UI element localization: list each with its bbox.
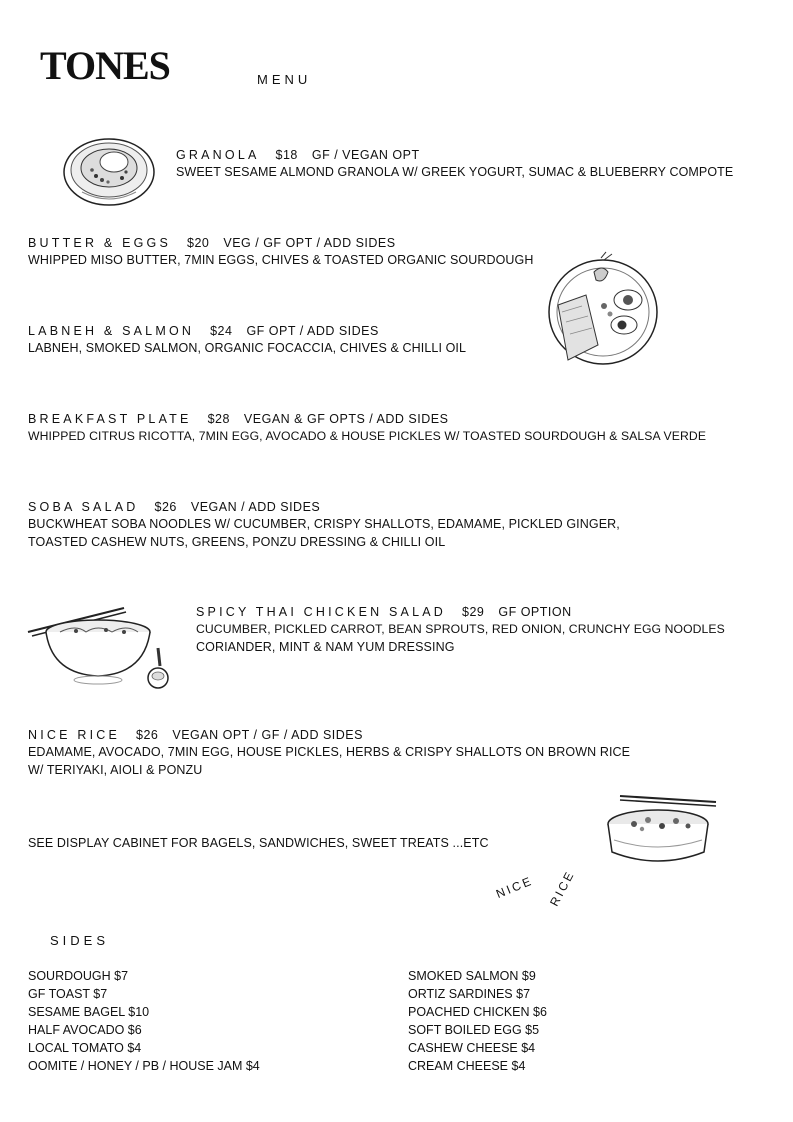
item-tags: GF / VEGAN OPT	[311, 148, 420, 162]
menu-item	[28, 728, 630, 779]
item-header	[28, 324, 466, 339]
item-description: CORIANDER, MINT & NAM YUM DRESSING	[196, 640, 455, 654]
item-header	[196, 605, 725, 620]
menu-item	[28, 324, 466, 357]
menu-item	[28, 500, 620, 551]
item-name: LABNEH & SALMON	[28, 324, 195, 338]
item-price: $24	[210, 324, 233, 338]
rice-bowl-icon	[604, 790, 720, 866]
breakfast-plate-icon	[546, 250, 660, 370]
item-name: BREAKFAST PLATE	[28, 412, 192, 426]
item-description: WHIPPED CITRUS RICOTTA, 7MIN EGG, AVOCADO & HOUSE PICKLES W/ TOASTED SOURDOUGH & SALSA VERDE	[28, 429, 707, 443]
item-description: BUCKWHEAT SOBA NOODLES W/ CUCUMBER, CRISPY SHALLOTS, EDAMAME, PICKLED GINGER,	[28, 517, 620, 531]
side-item: POACHED CHICKEN $6	[408, 1005, 547, 1019]
menu-item	[196, 605, 725, 656]
item-description: W/ TERIYAKI, AIOLI & PONZU	[28, 763, 203, 777]
side-item: SOFT BOILED EGG $5	[408, 1023, 540, 1037]
side-item: CASHEW CHEESE $4	[408, 1041, 536, 1055]
side-item: GF TOAST $7	[28, 987, 108, 1001]
side-item: HALF AVOCADO $6	[28, 1023, 142, 1037]
item-description: EDAMAME, AVOCADO, 7MIN EGG, HOUSE PICKLES, HERBS & CRISPY SHALLOTS ON BROWN RICE	[28, 745, 631, 759]
item-tags: VEGAN OPT / GF / ADD SIDES	[172, 728, 363, 742]
side-item: CREAM CHEESE $4	[408, 1059, 526, 1073]
item-name: NICE RICE	[28, 728, 121, 742]
item-price: $28	[207, 412, 230, 426]
menu-item	[28, 236, 534, 269]
menu-item	[176, 148, 733, 181]
item-header	[176, 148, 733, 163]
side-item: SESAME BAGEL $10	[28, 1005, 150, 1019]
item-name: SOBA SALAD	[28, 500, 139, 514]
item-description: LABNEH, SMOKED SALMON, ORGANIC FOCACCIA, CHIVES & CHILLI OIL	[28, 341, 467, 355]
item-tags: VEG / GF OPT / ADD SIDES	[223, 236, 396, 250]
sides-title: SIDES	[50, 933, 110, 948]
noodle-bowl-icon	[26, 604, 176, 696]
sides-left-column	[28, 967, 260, 1075]
item-header	[28, 500, 620, 515]
side-item: SMOKED SALMON $9	[408, 969, 536, 983]
item-price: $20	[187, 236, 210, 250]
item-tags: GF OPTION	[498, 605, 572, 619]
item-description: TOASTED CASHEW NUTS, GREENS, PONZU DRESSING & CHILLI OIL	[28, 535, 446, 549]
item-header	[28, 236, 534, 251]
brand-logo: TONES	[40, 43, 170, 88]
menu-label: MENU	[257, 72, 312, 87]
item-tags: GF OPT / ADD SIDES	[246, 324, 379, 338]
item-header	[28, 412, 706, 427]
side-item: ORTIZ SARDINES $7	[408, 987, 531, 1001]
side-item: OOMITE / HONEY / PB / HOUSE JAM $4	[28, 1059, 260, 1073]
side-item: SOURDOUGH $7	[28, 969, 129, 983]
item-price: $18	[275, 148, 298, 162]
item-description: SWEET SESAME ALMOND GRANOLA W/ GREEK YOGURT, SUMAC & BLUEBERRY COMPOTE	[176, 165, 734, 179]
nice-rice-stamp-word-2: RICE	[547, 867, 578, 909]
item-description: WHIPPED MISO BUTTER, 7MIN EGGS, CHIVES & TOASTED ORGANIC SOURDOUGH	[28, 253, 534, 267]
menu-item	[28, 412, 706, 445]
granola-bowl-icon	[62, 132, 158, 212]
item-description: CUCUMBER, PICKLED CARROT, BEAN SPROUTS, RED ONION, CRUNCHY EGG NOODLES	[196, 622, 725, 636]
item-header	[28, 728, 630, 743]
item-tags: VEGAN / ADD SIDES	[190, 500, 321, 514]
item-price: $29	[462, 605, 485, 619]
item-price: $26	[154, 500, 177, 514]
nice-rice-stamp-word-1: NICE	[494, 873, 536, 901]
cabinet-note: SEE DISPLAY CABINET FOR BAGELS, SANDWICHES, SWEET TREATS ...ETC	[28, 836, 489, 850]
item-price: $26	[136, 728, 159, 742]
item-tags: VEGAN & GF OPTS / ADD SIDES	[243, 412, 449, 426]
item-name: GRANOLA	[176, 148, 260, 162]
sides-right-column	[408, 967, 547, 1075]
item-name: BUTTER & EGGS	[28, 236, 172, 250]
side-item: LOCAL TOMATO $4	[28, 1041, 142, 1055]
item-name: SPICY THAI CHICKEN SALAD	[196, 605, 446, 619]
